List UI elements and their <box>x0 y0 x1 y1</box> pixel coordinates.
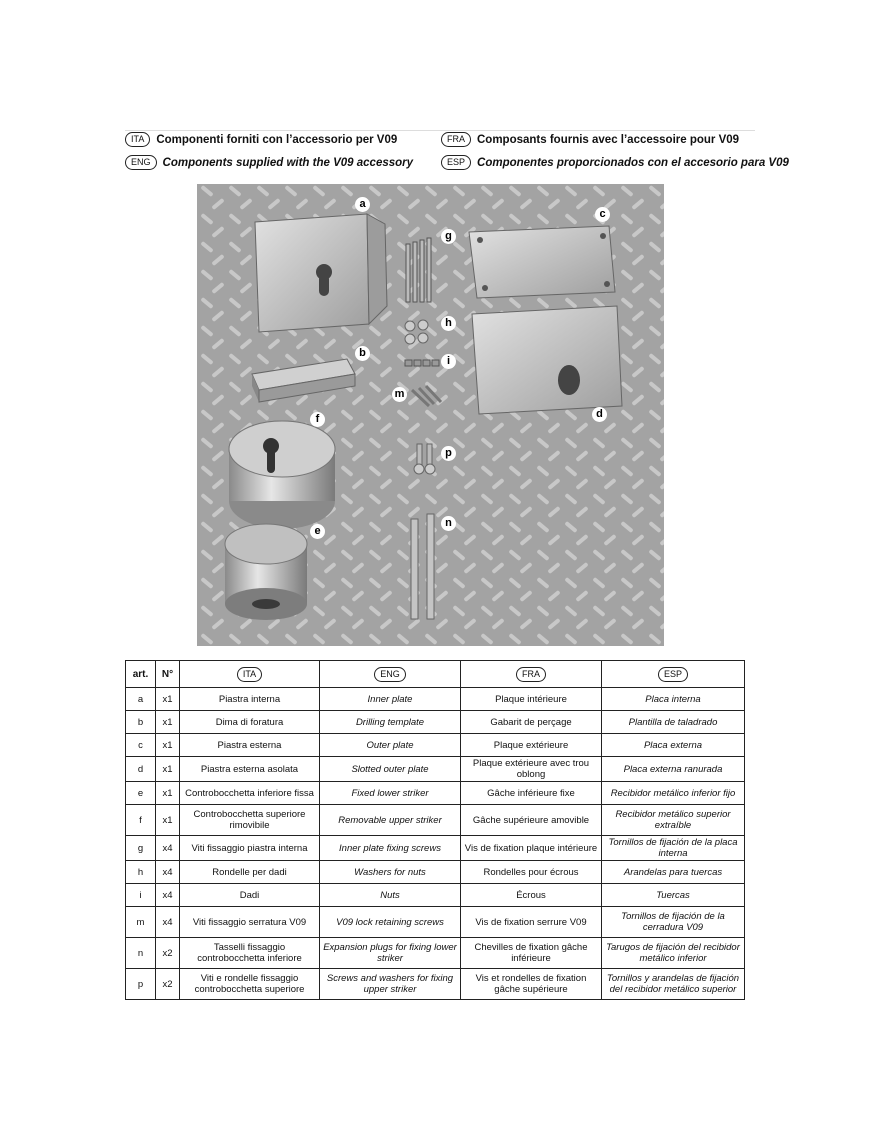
header-line-eng <box>125 155 413 170</box>
upper-striker-shape <box>229 421 335 529</box>
header-ita-badge: ITA <box>237 667 262 682</box>
cell-qty: x4 <box>156 861 180 884</box>
photo-label-b: b <box>355 346 370 361</box>
header-esp <box>602 661 745 688</box>
cell-esp: Tornillos de fijación de la cerradura V09 <box>602 907 745 938</box>
cell-fra: Vis de fixation serrure V09 <box>461 907 602 938</box>
cell-art: e <box>126 782 156 805</box>
cell-eng: Drilling template <box>320 711 461 734</box>
photo-label-m: m <box>392 387 407 402</box>
cell-eng: Removable upper striker <box>320 805 461 836</box>
photo-label-p: p <box>441 446 456 461</box>
cell-ita: Dadi <box>180 884 320 907</box>
cell-qty: x1 <box>156 805 180 836</box>
table-row <box>126 969 745 1000</box>
table-row <box>126 861 745 884</box>
photo-label-h: h <box>441 316 456 331</box>
cell-art: f <box>126 805 156 836</box>
cell-art: c <box>126 734 156 757</box>
cell-art: g <box>126 836 156 861</box>
cell-ita: Piastra interna <box>180 688 320 711</box>
cell-ita: Viti e rondelle fissaggio controbocchetta superiore <box>180 969 320 1000</box>
header-eng-badge: ENG <box>374 667 406 682</box>
table-row <box>126 782 745 805</box>
cell-fra: Écrous <box>461 884 602 907</box>
slotted-plate-shape <box>472 306 622 414</box>
table-row <box>126 688 745 711</box>
photo-label-e: e <box>310 524 325 539</box>
cell-esp: Plantilla de taladrado <box>602 711 745 734</box>
header-eng <box>320 661 461 688</box>
cell-esp: Tornillos y arandelas de fijación del recibidor metálico superior <box>602 969 745 1000</box>
photo-label-d: d <box>592 407 607 422</box>
header-art: art. <box>126 661 156 688</box>
cell-eng: Expansion plugs for fixing lower striker <box>320 938 461 969</box>
cell-esp: Tarugos de fijación del recibidor metálico inferior <box>602 938 745 969</box>
header-fra-badge: FRA <box>516 667 546 682</box>
header-text-esp: Componentes proporcionados con el accesorio para V09 <box>477 156 789 169</box>
cell-fra: Plaque extérieure <box>461 734 602 757</box>
cell-fra: Plaque extérieure avec trou oblong <box>461 757 602 782</box>
cell-eng: Inner plate fixing screws <box>320 836 461 861</box>
header-line-fra <box>441 132 739 147</box>
header-qty: N° <box>156 661 180 688</box>
cell-esp: Placa externa <box>602 734 745 757</box>
lower-striker-shape <box>225 524 307 620</box>
cell-ita: Piastra esterna <box>180 734 320 757</box>
lang-badge-eng: ENG <box>125 155 157 170</box>
table-row <box>126 805 745 836</box>
cell-qty: x4 <box>156 884 180 907</box>
cell-ita: Viti fissaggio serratura V09 <box>180 907 320 938</box>
header-esp-badge: ESP <box>658 667 688 682</box>
cell-art: d <box>126 757 156 782</box>
header-line-esp <box>441 155 789 170</box>
cell-fra: Rondelles pour écrous <box>461 861 602 884</box>
table-row <box>126 836 745 861</box>
header-fra <box>461 661 602 688</box>
photo-label-i: i <box>441 354 456 369</box>
cell-art: n <box>126 938 156 969</box>
cell-eng: Fixed lower striker <box>320 782 461 805</box>
cell-esp: Tornillos de fijación de la placa interna <box>602 836 745 861</box>
inner-plate-shape <box>255 214 387 332</box>
table-row <box>126 938 745 969</box>
cell-fra: Gâche supérieure amovible <box>461 805 602 836</box>
cell-esp: Arandelas para tuercas <box>602 861 745 884</box>
photo-label-f: f <box>310 412 325 427</box>
cell-fra: Chevilles de fixation gâche inférieure <box>461 938 602 969</box>
cell-eng: Inner plate <box>320 688 461 711</box>
header-text-ita: Componenti forniti con l’accessorio per V09 <box>156 133 398 146</box>
photo-label-a: a <box>355 197 370 212</box>
table-row <box>126 734 745 757</box>
cell-qty: x1 <box>156 711 180 734</box>
cell-ita: Piastra esterna asolata <box>180 757 320 782</box>
cell-art: m <box>126 907 156 938</box>
cell-qty: x4 <box>156 907 180 938</box>
cell-qty: x1 <box>156 757 180 782</box>
header <box>125 128 789 178</box>
cell-eng: Outer plate <box>320 734 461 757</box>
parts-table <box>125 660 745 1000</box>
cell-esp: Tuercas <box>602 884 745 907</box>
cell-qty: x1 <box>156 688 180 711</box>
cell-esp: Placa interna <box>602 688 745 711</box>
cell-fra: Gabarit de perçage <box>461 711 602 734</box>
cell-eng: Nuts <box>320 884 461 907</box>
photo-label-c: c <box>595 207 610 222</box>
cell-qty: x4 <box>156 836 180 861</box>
cell-eng: Screws and washers for fixing upper striker <box>320 969 461 1000</box>
table-row <box>126 711 745 734</box>
cell-esp: Recibidor metálico inferior fijo <box>602 782 745 805</box>
cell-ita: Controbocchetta superiore rimovibile <box>180 805 320 836</box>
cell-qty: x1 <box>156 734 180 757</box>
header-ita <box>180 661 320 688</box>
cell-fra: Gâche inférieure fixe <box>461 782 602 805</box>
cell-ita: Controbocchetta inferiore fissa <box>180 782 320 805</box>
outer-plate-shape <box>469 226 615 298</box>
table-row <box>126 884 745 907</box>
table-row <box>126 907 745 938</box>
cell-fra: Vis et rondelles de fixation gâche supérieure <box>461 969 602 1000</box>
cell-art: a <box>126 688 156 711</box>
cell-eng: Washers for nuts <box>320 861 461 884</box>
cell-art: h <box>126 861 156 884</box>
lang-badge-fra: FRA <box>441 132 471 147</box>
cell-eng: Slotted outer plate <box>320 757 461 782</box>
table-row <box>126 757 745 782</box>
cell-esp: Placa externa ranurada <box>602 757 745 782</box>
cell-ita: Dima di foratura <box>180 711 320 734</box>
cell-eng: V09 lock retaining screws <box>320 907 461 938</box>
cell-ita: Tasselli fissaggio controbocchetta inferiore <box>180 938 320 969</box>
cell-qty: x2 <box>156 938 180 969</box>
cell-ita: Rondelle per dadi <box>180 861 320 884</box>
cell-fra: Plaque intérieure <box>461 688 602 711</box>
header-line-ita <box>125 132 397 147</box>
cell-art: p <box>126 969 156 1000</box>
header-text-eng: Components supplied with the V09 accessory <box>162 156 414 169</box>
table-header-row <box>126 661 745 688</box>
cell-art: i <box>126 884 156 907</box>
components-photo <box>197 184 664 646</box>
photo-label-n: n <box>441 516 456 531</box>
header-text-fra: Composants fournis avec l’accessoire pour V09 <box>477 133 740 146</box>
lang-badge-ita: ITA <box>125 132 150 147</box>
cell-qty: x2 <box>156 969 180 1000</box>
photo-label-g: g <box>441 229 456 244</box>
lang-badge-esp: ESP <box>441 155 471 170</box>
cell-fra: Vis de fixation plaque intérieure <box>461 836 602 861</box>
cell-ita: Viti fissaggio piastra interna <box>180 836 320 861</box>
cell-art: b <box>126 711 156 734</box>
cell-qty: x1 <box>156 782 180 805</box>
cell-esp: Recibidor metálico superior extraíble <box>602 805 745 836</box>
